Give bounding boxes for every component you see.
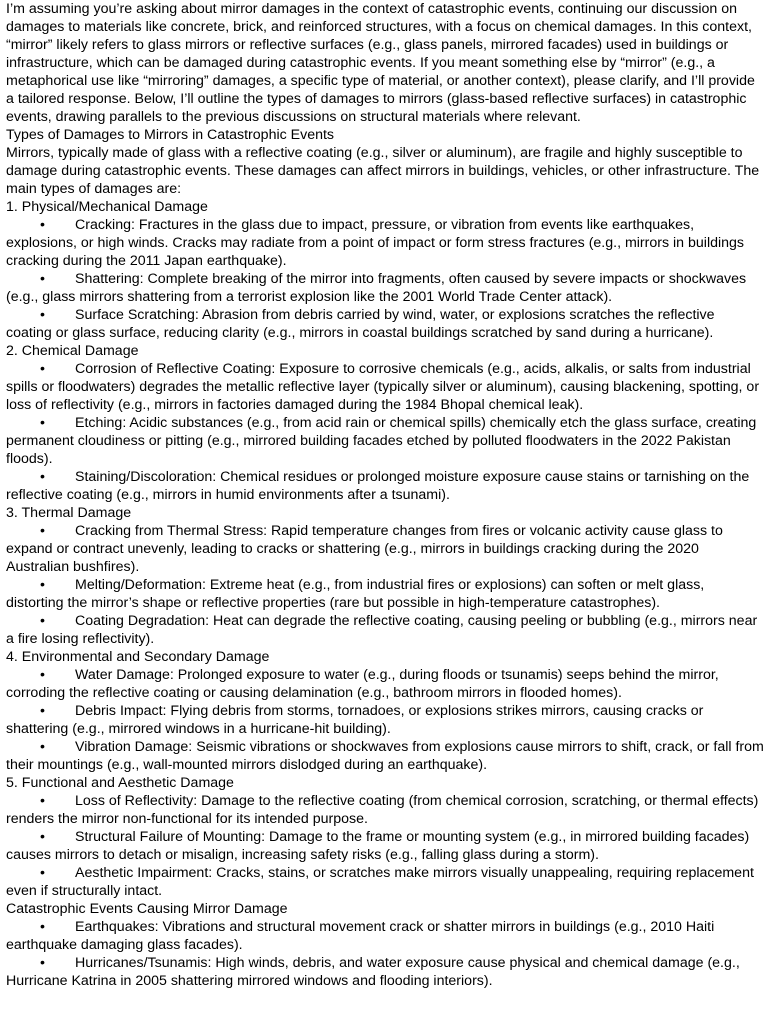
bullet-point-icon: • — [40, 361, 45, 377]
bullet-point-icon: • — [40, 577, 45, 593]
bullet-point-icon: • — [40, 793, 45, 809]
types-intro-paragraph: Mirrors, typically made of glass with a reflective coating (e.g., silver or aluminum), are fragile and highly susceptible to damage during catastrophic events. These damages can affect mirrors in buildings, vehicles, or other infrastructure. The main types of damages are: — [6, 145, 760, 197]
bullet-text: Loss of Reflectivity: Damage to the reflective coating (from chemical corrosion, scratching, or thermal effects) renders the mirror non-functional for its intended purpose. — [6, 793, 759, 827]
bullet-point-icon: • — [40, 739, 45, 755]
bullet-item — [6, 792, 764, 828]
bullet-point-icon: • — [40, 217, 45, 233]
bullet-text: Debris Impact: Flying debris from storms, tornadoes, or explosions strikes mirrors, causing cracks or shattering (e.g., mirrored windows in a hurricane-hit building). — [6, 703, 704, 737]
bullet-point-icon: • — [40, 703, 45, 719]
sections-container — [6, 198, 764, 990]
bullet-point-icon: • — [40, 829, 45, 845]
bullet-point-icon: • — [40, 271, 45, 287]
bullet-point-icon: • — [40, 523, 45, 539]
bullet-item — [6, 864, 764, 900]
bullet-text: Corrosion of Reflective Coating: Exposure to corrosive chemicals (e.g., acids, alkalis, or salts from industrial spills or floodwaters) degrades the metallic reflective layer (typically silver or aluminum), causing blackening, spotting, or loss of reflectivity (e.g., mirrors in factories damaged during the 1984 Bhopal chemical leak). — [6, 361, 760, 413]
types-heading: Types of Damages to Mirrors in Catastrophic Events — [6, 127, 335, 143]
bullet-item — [6, 702, 764, 738]
bullet-point-icon: • — [40, 865, 45, 881]
bullet-text: Water Damage: Prolonged exposure to water (e.g., during floods or tsunamis) seeps behind the mirror, corroding the reflective coating or causing delamination (e.g., bathroom mirrors in flooded homes). — [6, 667, 719, 701]
bullet-text: Melting/Deformation: Extreme heat (e.g., from industrial fires or explosions) can soften or melt glass, distorting the mirror’s shape or reflective properties (rare but possible in high-temperature catastrophes). — [6, 577, 705, 611]
bullet-item — [6, 918, 764, 954]
section-heading: Catastrophic Events Causing Mirror Damage — [6, 901, 288, 917]
bullet-text: Aesthetic Impairment: Cracks, stains, or scratches make mirrors visually unappealing, requiring replacement even if structurally intact. — [6, 865, 754, 899]
bullet-point-icon: • — [40, 955, 45, 971]
intro-paragraph: I’m assuming you’re asking about mirror damages in the context of catastrophic events, continuing our discussion on damages to materials like concrete, brick, and reinforced structures, with a focus on chemical damages. In this context, “mirror” likely refers to glass mirrors or reflective surfaces (e.g., glass panels, mirrored facades) used in buildings or infrastructure, which can be damaged during catastrophic events. If you meant something else by “mirror” (e.g., a metaphorical use like “mirroring” damages, a specific type of material, or another context), please clarify, and I’ll provide a tailored response. Below, I’ll outline the types of damages to mirrors (glass-based reflective surfaces) in catastrophic events, drawing parallels to the previous discussions on structural materials where relevant. — [6, 1, 755, 125]
section-heading: 5. Functional and Aesthetic Damage — [6, 775, 234, 791]
bullet-text: Staining/Discoloration: Chemical residues or prolonged moisture exposure cause stains or tarnishing on the reflective coating (e.g., mirrors in humid environments after a tsunami). — [6, 469, 750, 503]
bullet-text: Structural Failure of Mounting: Damage to the frame or mounting system (e.g., in mirrored building facades) causes mirrors to detach or misalign, increasing safety risks (e.g., falling glass during a storm). — [6, 829, 750, 863]
bullet-item — [6, 954, 764, 990]
bullet-item — [6, 522, 764, 576]
bullet-text: Cracking: Fractures in the glass due to impact, pressure, or vibration from events like earthquakes, explosions, or high winds. Cracks may radiate from a point of impact or form stress fractures (e.g., mirrors in buildings cracking during the 2011 Japan earthquake). — [6, 217, 745, 269]
bullet-item — [6, 666, 764, 702]
bullet-item — [6, 612, 764, 648]
bullet-text: Etching: Acidic substances (e.g., from acid rain or chemical spills) chemically etch the glass surface, creating permanent cloudiness or pitting (e.g., mirrored building facades etched by polluted floodwaters in the 2022 Pakistan floods). — [6, 415, 757, 467]
bullet-item — [6, 576, 764, 612]
section-heading: 4. Environmental and Secondary Damage — [6, 649, 270, 665]
bullet-item — [6, 738, 764, 774]
bullet-item — [6, 828, 764, 864]
section-heading: 3. Thermal Damage — [6, 505, 132, 521]
bullet-text: Earthquakes: Vibrations and structural movement crack or shatter mirrors in buildings (e.g., 2010 Haiti earthquake damaging glass facades). — [6, 919, 715, 953]
bullet-text: Shattering: Complete breaking of the mirror into fragments, often caused by severe impacts or shockwaves (e.g., glass mirrors shattering from a terrorist explosion like the 2001 World Trade Center attack). — [6, 271, 747, 305]
section-heading: 2. Chemical Damage — [6, 343, 139, 359]
bullet-point-icon: • — [40, 307, 45, 323]
bullet-item — [6, 216, 764, 270]
bullet-text: Surface Scratching: Abrasion from debris carried by wind, water, or explosions scratches the reflective coating or glass surface, reducing clarity (e.g., mirrors in coastal buildings scratched by sand during a hurricane). — [6, 307, 715, 341]
bullet-item — [6, 360, 764, 414]
bullet-item — [6, 306, 764, 342]
bullet-point-icon: • — [40, 613, 45, 629]
bullet-point-icon: • — [40, 415, 45, 431]
bullet-point-icon: • — [40, 667, 45, 683]
bullet-item — [6, 414, 764, 468]
bullet-point-icon: • — [40, 469, 45, 485]
section-heading: 1. Physical/Mechanical Damage — [6, 199, 208, 215]
bullet-text: Hurricanes/Tsunamis: High winds, debris, and water exposure cause physical and chemical damage (e.g., Hurricane Katrina in 2005 shattering mirrored windows and flooding interiors). — [6, 955, 740, 989]
bullet-text: Vibration Damage: Seismic vibrations or shockwaves from explosions cause mirrors to shift, crack, or fall from their mountings (e.g., wall-mounted mirrors dislodged during an earthquake). — [6, 739, 764, 773]
bullet-item — [6, 270, 764, 306]
bullet-text: Cracking from Thermal Stress: Rapid temperature changes from fires or volcanic activity cause glass to expand or contract unevenly, leading to cracks or shattering (e.g., mirrors in buildings cracking during the 2020 Australian bushfires). — [6, 523, 723, 575]
bullet-text: Coating Degradation: Heat can degrade the reflective coating, causing peeling or bubbling (e.g., mirrors near a fire losing reflectivity). — [6, 613, 758, 647]
bullet-item — [6, 468, 764, 504]
bullet-point-icon: • — [40, 919, 45, 935]
